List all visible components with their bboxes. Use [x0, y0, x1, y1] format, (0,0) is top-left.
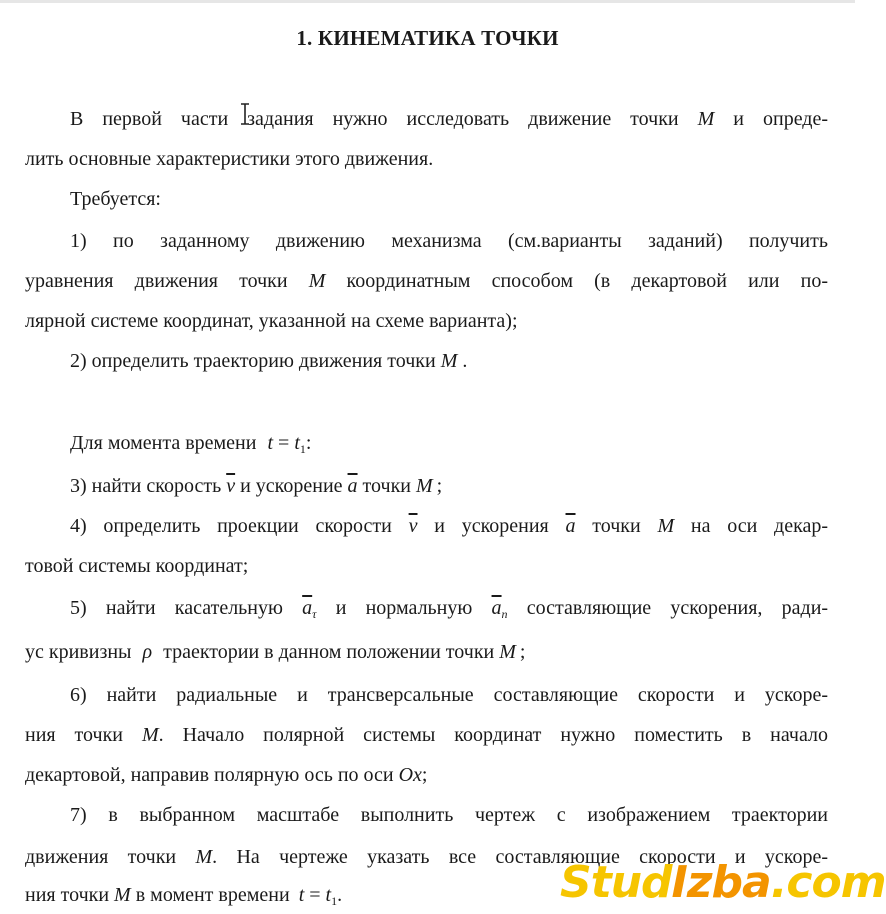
symbol-M: M — [697, 108, 715, 130]
symbol-v-vector: $\overline{v}$ — [408, 515, 418, 537]
intro-line-2: лить основные характеристики этого движения. — [25, 148, 434, 170]
symbol-t1: t — [294, 432, 300, 454]
symbol-v-vector: $\overline{v}$ — [226, 475, 236, 497]
item5-line-2: ус кривизны ρ траектории в данном положении точки M ; — [25, 641, 526, 663]
symbol-M: M — [415, 475, 433, 497]
item7-line-1: 7) в выбранном масштабе выполнить чертеж с изображением траектории — [70, 804, 828, 826]
intro-line-1: В первой части задания нужно исследовать движение точки M и опреде- — [70, 108, 829, 130]
item1-line-2: уравнения движения точки M координатным способом (в декартовой или по- — [25, 270, 828, 292]
symbol-t: t — [298, 884, 305, 906]
page-title: 1. КИНЕМАТИКА ТОЧКИ — [296, 26, 559, 50]
item5-line-1: 5) найти касательную $\overline{a}_\tau$ и нормальную $\overline{a}_n$ составляющие ускорения, ради- — [70, 597, 829, 621]
item6-line-2: ния точки M. Начало полярной системы координат нужно поместить в начало — [25, 724, 829, 746]
item7-line-3: ния точки M в момент времени $t = t_1$. — [25, 884, 343, 908]
symbol-a-vector: $\overline{a}$ — [347, 475, 358, 497]
symbol-a-vector: $\overline{a}$ — [565, 515, 576, 537]
symbol-a-tau: $\overline{a}$ — [302, 597, 313, 619]
symbol-M: M — [657, 515, 675, 537]
symbol-t: t — [267, 432, 274, 454]
symbol-M: M — [308, 270, 326, 292]
symbol-M: M — [440, 350, 458, 372]
symbol-rho: ρ — [142, 641, 153, 663]
text-cursor-icon — [239, 103, 251, 125]
symbol-M: M — [114, 884, 131, 906]
item6-line-1: 6) найти радиальные и трансверсальные составляющие скорости и ускоре- — [70, 684, 828, 706]
item3-line: 3) найти скорость $\overline{v}$ и ускорение $\overline{a}$ точки M ; — [70, 475, 443, 497]
required-label: Требуется: — [70, 188, 161, 210]
item1-line-3: лярной системе координат, указанной на схеме варианта); — [25, 310, 518, 332]
item4-line-2: товой системы координат; — [25, 555, 249, 577]
moment-line: Для момента времени $t = t_1$: — [70, 432, 312, 456]
item7-line-2: движения точки M. На чертеже указать все составляющие скорости и ускоре- — [25, 846, 829, 868]
symbol-M: M — [499, 641, 516, 663]
symbol-M: M — [141, 724, 159, 746]
item4-line-1: 4) определить проекции скорости $\overline{v}$ и ускорения $\overline{a}$ точки M на оси декар- — [70, 515, 829, 537]
item2-line: 2) определить траекторию движения точки M . — [70, 350, 468, 372]
item6-line-3: декартовой, направив полярную ось по оси Ox; — [25, 764, 428, 786]
symbol-M: M — [195, 846, 213, 868]
symbol-a-n: $\overline{a}$ — [491, 597, 502, 619]
page-top-border — [0, 0, 855, 3]
item1-line-1: 1) по заданному движению механизма (см.варианты заданий) получить — [70, 230, 828, 252]
symbol-Ox: Ox — [398, 764, 422, 786]
symbol-t1: t — [325, 884, 332, 906]
studizba-watermark-logo: StudIzba.com — [560, 857, 886, 908]
